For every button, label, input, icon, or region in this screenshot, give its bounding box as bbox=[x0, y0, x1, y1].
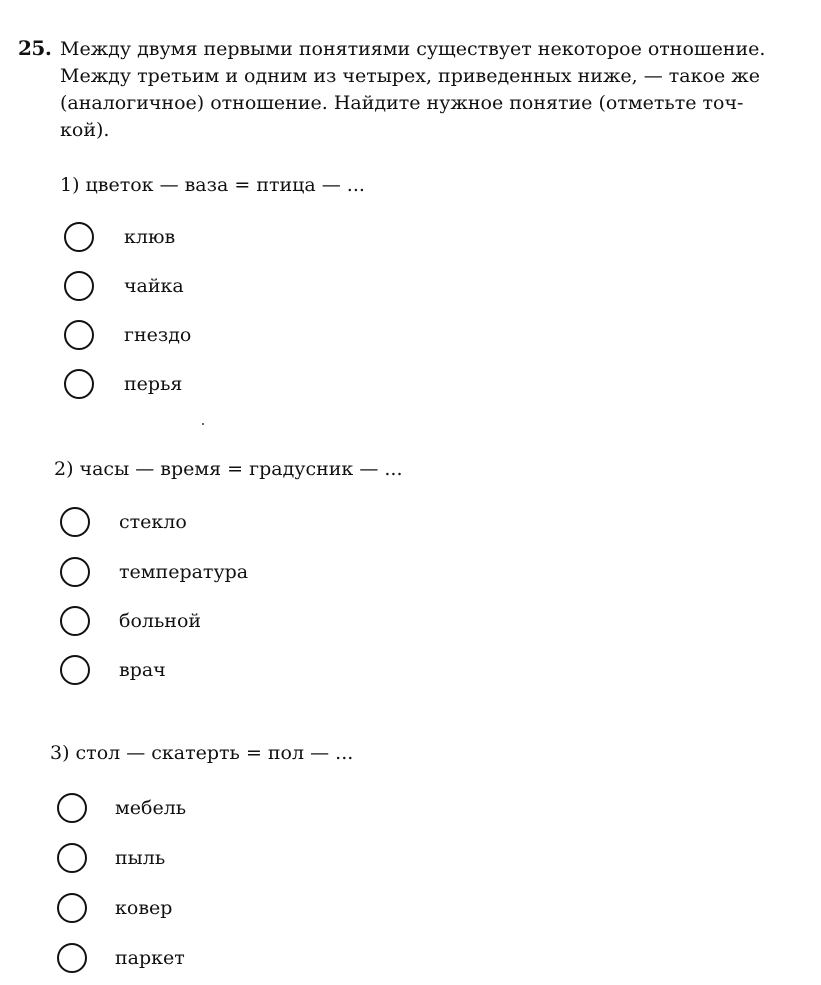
question-1-option-1[interactable] bbox=[64, 222, 364, 256]
question-3-option-3[interactable] bbox=[57, 893, 357, 927]
task-number: 25. bbox=[18, 36, 52, 60]
question-2-prompt: 2) часы — время = градусник — ... bbox=[54, 458, 403, 480]
question-1-option-3[interactable] bbox=[64, 320, 364, 354]
question-2-option-4[interactable] bbox=[60, 655, 360, 689]
option-label: пыль bbox=[115, 847, 166, 869]
radio-circle[interactable] bbox=[64, 369, 94, 399]
option-label: врач bbox=[119, 659, 166, 681]
option-label: мебель bbox=[115, 797, 187, 819]
task-instruction-line: Между двумя первыми понятиями существует некоторое отношение. bbox=[60, 38, 766, 60]
option-label: чайка bbox=[124, 275, 184, 297]
question-3-option-2[interactable] bbox=[57, 843, 357, 877]
question-3-option-1[interactable] bbox=[57, 793, 357, 827]
radio-circle[interactable] bbox=[60, 655, 90, 685]
option-label: температура bbox=[119, 561, 249, 583]
radio-circle[interactable] bbox=[60, 507, 90, 537]
radio-circle[interactable] bbox=[57, 943, 87, 973]
option-label: клюв bbox=[124, 226, 176, 248]
question-1-option-4[interactable] bbox=[64, 369, 364, 403]
option-label: гнездо bbox=[124, 324, 192, 346]
radio-circle[interactable] bbox=[57, 893, 87, 923]
radio-circle[interactable] bbox=[57, 793, 87, 823]
option-label: перья bbox=[124, 373, 183, 395]
option-label: больной bbox=[119, 610, 202, 632]
question-1-prompt: 1) цветок — ваза = птица — ... bbox=[60, 174, 365, 196]
print-speck bbox=[202, 423, 204, 425]
option-label: стекло bbox=[119, 511, 187, 533]
task-instruction-line: (аналогичное) отношение. Найдите нужное понятие (отметьте точ- bbox=[60, 92, 744, 114]
option-label: ковер bbox=[115, 897, 173, 919]
question-2-option-1[interactable] bbox=[60, 507, 360, 541]
radio-circle[interactable] bbox=[64, 320, 94, 350]
question-2-option-3[interactable] bbox=[60, 606, 360, 640]
question-2-option-2[interactable] bbox=[60, 557, 360, 591]
question-3-prompt: 3) стол — скатерть = пол — ... bbox=[50, 742, 354, 764]
radio-circle[interactable] bbox=[64, 271, 94, 301]
radio-circle[interactable] bbox=[57, 843, 87, 873]
task-instruction-line: Между третьим и одним из четырех, приведенных ниже, — такое же bbox=[60, 65, 760, 87]
radio-circle[interactable] bbox=[60, 606, 90, 636]
question-3-option-4[interactable] bbox=[57, 943, 357, 977]
question-1-option-2[interactable] bbox=[64, 271, 364, 305]
task-instruction-line: кой). bbox=[60, 119, 110, 141]
radio-circle[interactable] bbox=[64, 222, 94, 252]
radio-circle[interactable] bbox=[60, 557, 90, 587]
option-label: паркет bbox=[115, 947, 185, 969]
